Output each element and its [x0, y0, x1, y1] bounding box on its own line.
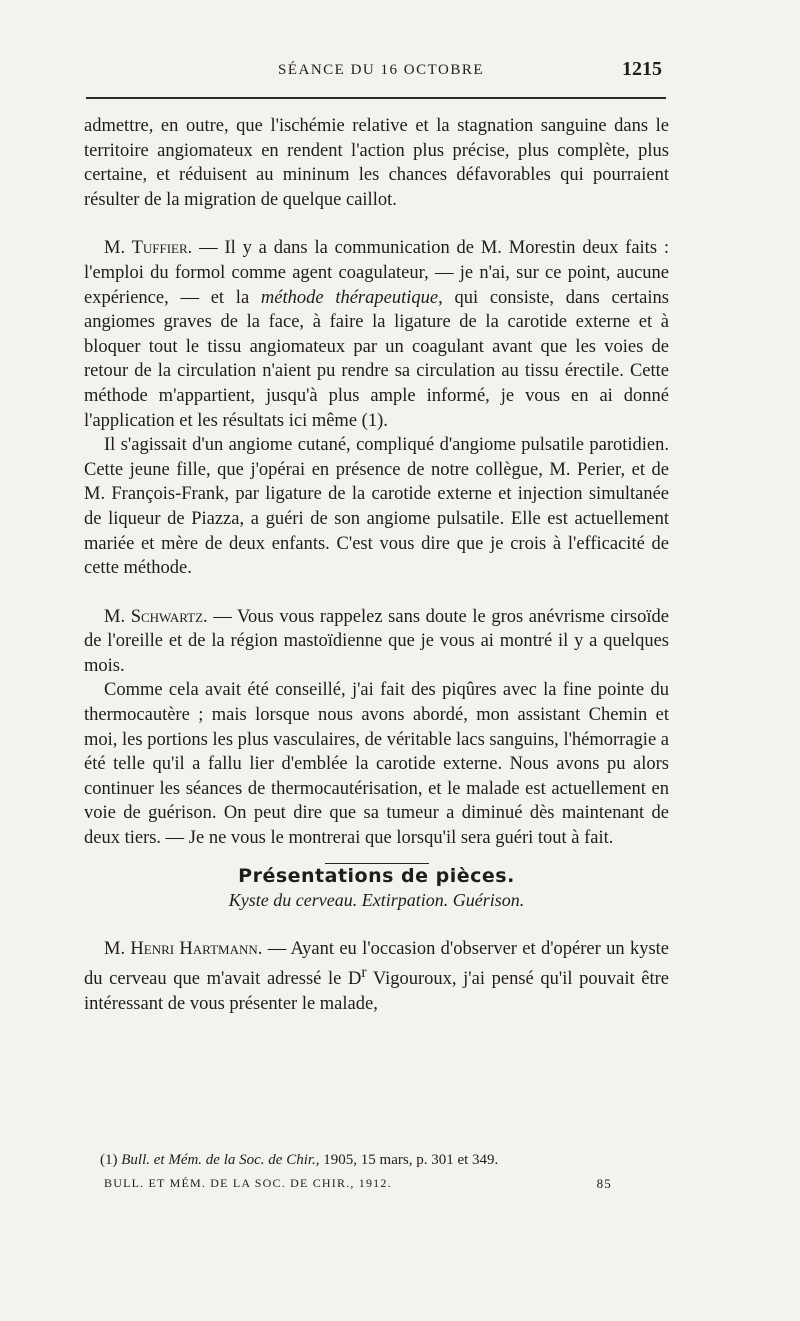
paragraph: admettre, en outre, que l'ischémie relative et la stagnation sanguine dans le territoire angiomateux en rendent l'action plus précise, plus complète, plus certaine, et réduisent au mininum les chances défavorables qui pourraient résulter de la migration de quelque caillot.: [84, 116, 669, 210]
paragraph-hartmann: [84, 937, 669, 1017]
superscript: r: [361, 964, 367, 982]
paragraph-text: — Il y a dans la communication de M. Morestin deux faits : l'emploi du formol comme agent coagulateur, — je n'ai, sur ce point, aucune expérience, — et la: [84, 238, 669, 308]
emphasis-text: méthode thérapeutique: [260, 287, 439, 308]
header-rule: [86, 97, 666, 99]
page-header: [84, 58, 666, 88]
paragraph-schwartz: [84, 605, 669, 679]
paragraph-text: — Ayant eu l'occasion d'observer et d'opérer un kyste du cerveau que m'avait adressé le D: [84, 938, 669, 990]
page-number: 1215: [622, 58, 662, 80]
section-title: Présentations de pièces.: [238, 864, 515, 887]
paragraph: Il s'agissait d'un angiome cutané, compliqué d'angiome pulsatile parotidien. Cette jeune fille, que j'opérai en présence de notre collègue, M. Perier, et de M. François-Frank, par ligature de la carotide externe et injection simultanée de liqueur de Piazza, a guéri de son angiome pulsatile. Elle est actuellement mariée et mère de deux enfants. C'est vous dire que je crois à l'efficacité de cette méthode.: [84, 435, 669, 579]
speaker-name: M. Schwartz.: [104, 606, 208, 627]
paragraph-text: — Vous vous rappelez sans doute le gros anévrisme cirsoïde de l'oreille et de la région mastoïdienne que je vous ai montré il y a quelques mois.: [84, 606, 669, 676]
footnote-text: , 1905, 15 mars, p. 301 et 349.: [315, 1152, 499, 1168]
section-subtitle: Kyste du cerveau. Extirpation. Guérison.: [228, 890, 525, 911]
speaker-name: M. Tuffier.: [104, 238, 193, 259]
footnote-marker: (1): [100, 1152, 122, 1168]
paragraph-tuffier: [84, 236, 669, 433]
signature-journal: BULL. ET MÉM. DE LA SOC. DE CHIR., 1912.: [104, 1176, 392, 1190]
printer-signature: [104, 1176, 612, 1191]
paragraph-text: , qui consiste, dans certains angiomes graves de la face, à faire la ligature de la carotide externe et à bloquer tout le tissu angiomateux par un coagulant avant que les voies de retour de la circulation n'aient pu rendre sa circulation au tissu érectile. Cette méthode m'appartient, jusqu'à plus ample informé, je vous en ai donné l'application et les résultats ici même (1).: [84, 287, 669, 431]
footnote-source: Bull. et Mém. de la Soc. de Chir.: [121, 1152, 316, 1168]
footnote: [100, 1150, 660, 1170]
paragraph-text: Vigouroux, j'ai pensé qu'il pouvait être intéressant de vous présenter le malade,: [84, 969, 669, 1015]
body-text: [84, 114, 669, 1017]
paragraph: Comme cela avait été conseillé, j'ai fait des piqûres avec la fine pointe du thermocautère ; mais lorsque nous avons abordé, mon assistant Chemin et moi, les portions les plus vasculaires, de véritable lacs sanguins, l'hémorragie a été telle qu'il a fallu lier d'emblée la carotide externe. Nous avons pu alors continuer les séances de thermocautérisation, et le malade est actuellement en voie de guérison. On peut dire que sa tumeur a diminué dès maintenant de deux tiers. — Je ne vous le montrerai que lorsqu'il sera guéri tout à fait.: [84, 680, 669, 849]
running-title: SÉANCE DU 16 OCTOBRE: [278, 62, 484, 78]
signature-number: 85: [596, 1176, 612, 1191]
speaker-name: M. Henri Hartmann.: [104, 938, 263, 959]
